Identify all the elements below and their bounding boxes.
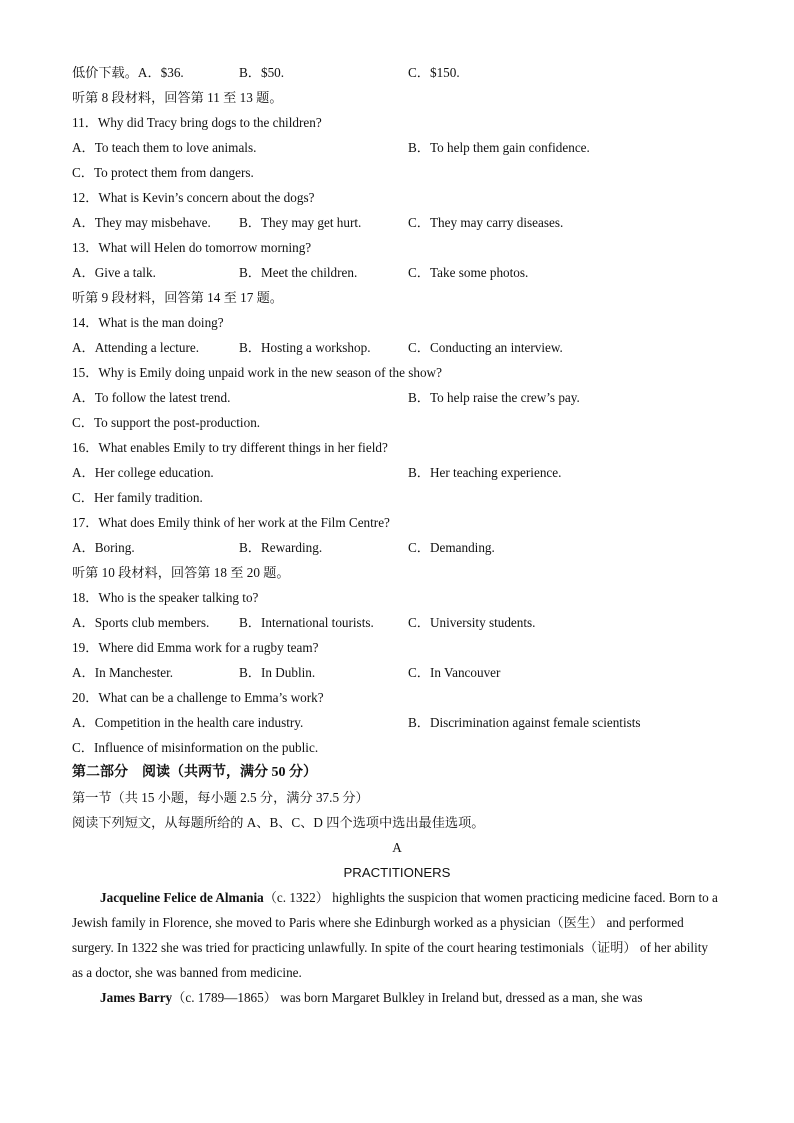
options-row <box>72 135 722 160</box>
answer-option: C．University students. <box>408 615 536 630</box>
answer-option: B．Her teaching experience. <box>408 465 562 480</box>
answer-option: A．Sports club members. <box>72 615 210 630</box>
answer-option: C．Take some photos. <box>408 265 529 280</box>
options-row <box>72 710 722 735</box>
question-line: C．To protect them from dangers. <box>72 165 254 180</box>
question-line: 听第 10 段材料，回答第 18 至 20 题。 <box>72 565 290 580</box>
answer-option: C．$150. <box>408 65 460 80</box>
question-line: C．To support the post-production. <box>72 415 261 430</box>
answer-option: C．They may carry diseases. <box>408 215 564 230</box>
answer-option: C．In Vancouver <box>408 665 501 680</box>
question-line: 19．Where did Emma work for a rugby team? <box>72 640 319 655</box>
question-line: C．Influence of misinformation on the public. <box>72 740 319 755</box>
question-line: C．Her family tradition. <box>72 490 203 505</box>
options-row <box>72 260 722 285</box>
question-line: 18．Who is the speaker talking to? <box>72 590 259 605</box>
options-row <box>72 535 722 560</box>
answer-option: C．Demanding. <box>408 540 495 555</box>
passage-paragraph-1 <box>72 885 722 985</box>
section-title: 第二部分 阅读（共两节，满分 50 分） <box>72 765 317 780</box>
question-line: 20．What can be a challenge to Emma’s work? <box>72 690 324 705</box>
answer-option: A．Attending a lecture. <box>72 340 200 355</box>
answer-option: B．Discrimination against female scientists <box>408 715 641 730</box>
answer-option: B．To help raise the crew’s pay. <box>408 390 580 405</box>
person-name: Jacqueline Felice de Almania <box>100 890 264 905</box>
question-line: 15．Why is Emily doing unpaid work in the new season of the show? <box>72 365 442 380</box>
question-line: 17．What does Emily think of her work at the Film Centre? <box>72 515 390 530</box>
options-row <box>72 335 722 360</box>
answer-option: B．They may get hurt. <box>239 215 362 230</box>
answer-option: C．Conducting an interview. <box>408 340 563 355</box>
passage-letter: A <box>392 840 402 855</box>
passage-paragraph-2 <box>72 985 722 1010</box>
options-row <box>72 610 722 635</box>
question-line: 听第 8 段材料，回答第 11 至 13 题。 <box>72 90 283 105</box>
answer-option: A．Give a talk. <box>72 265 156 280</box>
answer-option: B．In Dublin. <box>239 665 316 680</box>
answer-option: B．Meet the children. <box>239 265 358 280</box>
answer-option: B．International tourists. <box>239 615 374 630</box>
options-row <box>72 385 722 410</box>
listening-questions <box>72 60 722 760</box>
answer-option: A．In Manchester. <box>72 665 174 680</box>
question-line: 听第 9 段材料，回答第 14 至 17 题。 <box>72 290 283 305</box>
instructions: 阅读下列短文，从每题所给的 A、B、C、D 四个选项中选出最佳选项。 <box>72 815 485 830</box>
question-line: 11．Why did Tracy bring dogs to the children? <box>72 115 322 130</box>
answer-option: B．To help them gain confidence. <box>408 140 590 155</box>
person-name: James Barry <box>100 990 173 1005</box>
question-line: 14．What is the man doing? <box>72 315 224 330</box>
answer-option: B．Rewarding. <box>239 540 323 555</box>
question-line: 16．What enables Emily to try different things in her field? <box>72 440 388 455</box>
answer-option: B．$50. <box>239 65 285 80</box>
answer-option: A．To teach them to love animals. <box>72 140 257 155</box>
paragraph-text: （c. 1322） highlights the suspicion that women practicing medicine faced. Born to a Jewish family in Florence, she moved to Paris where she Edinburgh worked as a physician（医生） and performed surgery. In 1322 she was tried for practicing unlawfully. In spite of the court hearing testimonials（证明） of her ability as a doctor, she was banned from medicine. <box>72 890 718 980</box>
options-row <box>72 210 722 235</box>
options-row <box>72 460 722 485</box>
question-line: 12．What is Kevin’s concern about the dogs? <box>72 190 315 205</box>
answer-option: A．Competition in the health care industry. <box>72 715 304 730</box>
answer-option: A．Her college education. <box>72 465 214 480</box>
question-line: 13．What will Helen do tomorrow morning? <box>72 240 312 255</box>
answer-option: A．Boring. <box>72 540 135 555</box>
paragraph-text: （c. 1789—1865） was born Margaret Bulkley in Ireland but, dressed as a man, she was <box>172 990 643 1005</box>
passage-heading: PRACTITIONERS <box>343 865 451 880</box>
answer-option: A．To follow the latest trend. <box>72 390 231 405</box>
options-row <box>72 60 722 85</box>
options-row <box>72 660 722 685</box>
exam-page <box>72 60 722 1010</box>
answer-option: 低价下载。A．$36. <box>72 65 184 80</box>
section-subtitle: 第一节（共 15 小题，每小题 2.5 分，满分 37.5 分） <box>72 790 369 805</box>
answer-option: B．Hosting a workshop. <box>239 340 371 355</box>
answer-option: A．They may misbehave. <box>72 215 211 230</box>
